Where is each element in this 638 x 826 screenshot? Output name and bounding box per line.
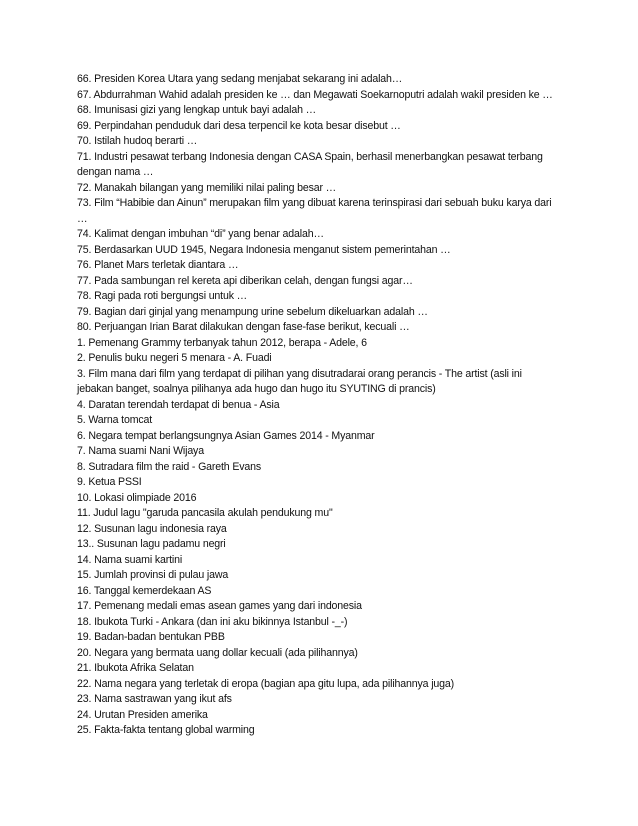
answer-line: 2. Penulis buku negeri 5 menara - A. Fuadi (77, 352, 272, 364)
question-line: 80. Perjuangan Irian Barat dilakukan dengan fase-fase berikut, kecuali … (77, 321, 410, 333)
question-line: 72. Manakah bilangan yang memiliki nilai paling besar … (77, 181, 337, 194)
answer-line: 10. Lokasi olimpiade 2016 (77, 491, 197, 504)
answer-line: 24. Urutan Presiden amerika (77, 708, 208, 721)
answer-line: 8. Sutradara film the raid - Gareth Evans (77, 460, 262, 473)
answer-line: 3. Film mana dari film yang terdapat di pilihan yang disutradarai orang perancis - The artist (asli ini jebakan banget, soalnya pilihanya ada hugo dan hugo itu SYUTING di prancis) (77, 367, 522, 395)
question-line: 74. Kalimat dengan imbuhan “di” yang benar adalah… (77, 228, 324, 240)
answer-line: 25. Fakta-fakta tentang global warming (77, 724, 255, 736)
answer-line: 9. Ketua PSSI (77, 476, 142, 488)
answer-line: 18. Ibukota Turki - Ankara (dan ini aku bikinnya Istanbul -_-) (77, 615, 348, 628)
answer-line: 7. Nama suami Nani Wijaya (77, 445, 204, 457)
answer-line: 19. Badan-badan bentukan PBB (77, 631, 225, 643)
answer-line: 1. Pemenang Grammy terbanyak tahun 2012, berapa - Adele, 6 (77, 336, 367, 349)
question-line: 79. Bagian dari ginjal yang menampung urine sebelum dikeluarkan adalah … (77, 305, 428, 318)
question-line: 78. Ragi pada roti bergungsi untuk … (77, 290, 248, 302)
question-line: 70. Istilah hudoq berarti … (77, 135, 198, 147)
question-line: 68. Imunisasi gizi yang lengkap untuk bayi adalah … (77, 104, 317, 116)
answer-line: 23. Nama sastrawan yang ikut afs (77, 693, 232, 705)
document-body (77, 72, 557, 739)
answer-line: 5. Warna tomcat (77, 414, 153, 426)
question-line: 77. Pada sambungan rel kereta api diberikan celah, dengan fungsi agar… (77, 274, 413, 287)
answer-line: 22. Nama negara yang terletak di eropa (bagian apa gitu lupa, ada pilihannya juga) (77, 677, 454, 690)
question-line: 69. Perpindahan penduduk dari desa terpencil ke kota besar disebut … (77, 119, 401, 132)
question-line: 73. Film “Habibie dan Ainun” merupakan film yang dibuat karena terinspirasi dari sebuah buku karya dari … (77, 197, 552, 225)
answer-line: 14. Nama suami kartini (77, 553, 183, 566)
answer-line: 13.. Susunan lagu padamu negri (77, 538, 226, 550)
answer-line: 21. Ibukota Afrika Selatan (77, 662, 194, 674)
answer-line: 12. Susunan lagu indonesia raya (77, 522, 227, 535)
answer-line: 20. Negara yang bermata uang dollar kecuali (ada pilihannya) (77, 646, 358, 659)
answer-line: 17. Pemenang medali emas asean games yang dari indonesia (77, 600, 362, 612)
answer-line: 4. Daratan terendah terdapat di benua - Asia (77, 398, 280, 411)
question-line: 71. Industri pesawat terbang Indonesia dengan CASA Spain, berhasil menerbangkan pesawat terbang dengan nama … (77, 150, 543, 178)
answer-line: 11. Judul lagu "garuda pancasila akulah pendukung mu" (77, 507, 333, 519)
answer-line: 6. Negara tempat berlangsungnya Asian Games 2014 - Myanmar (77, 429, 375, 442)
question-line: 76. Planet Mars terletak diantara … (77, 259, 239, 271)
question-line: 67. Abdurrahman Wahid adalah presiden ke … dan Megawati Soekarnoputri adalah wakil presiden ke … (77, 88, 553, 101)
answer-line: 15. Jumlah provinsi di pulau jawa (77, 569, 229, 581)
question-line: 75. Berdasarkan UUD 1945, Negara Indonesia menganut sistem pemerintahan … (77, 243, 451, 256)
answer-line: 16. Tanggal kemerdekaan AS (77, 584, 212, 597)
question-line: 66. Presiden Korea Utara yang sedang menjabat sekarang ini adalah… (77, 73, 403, 85)
